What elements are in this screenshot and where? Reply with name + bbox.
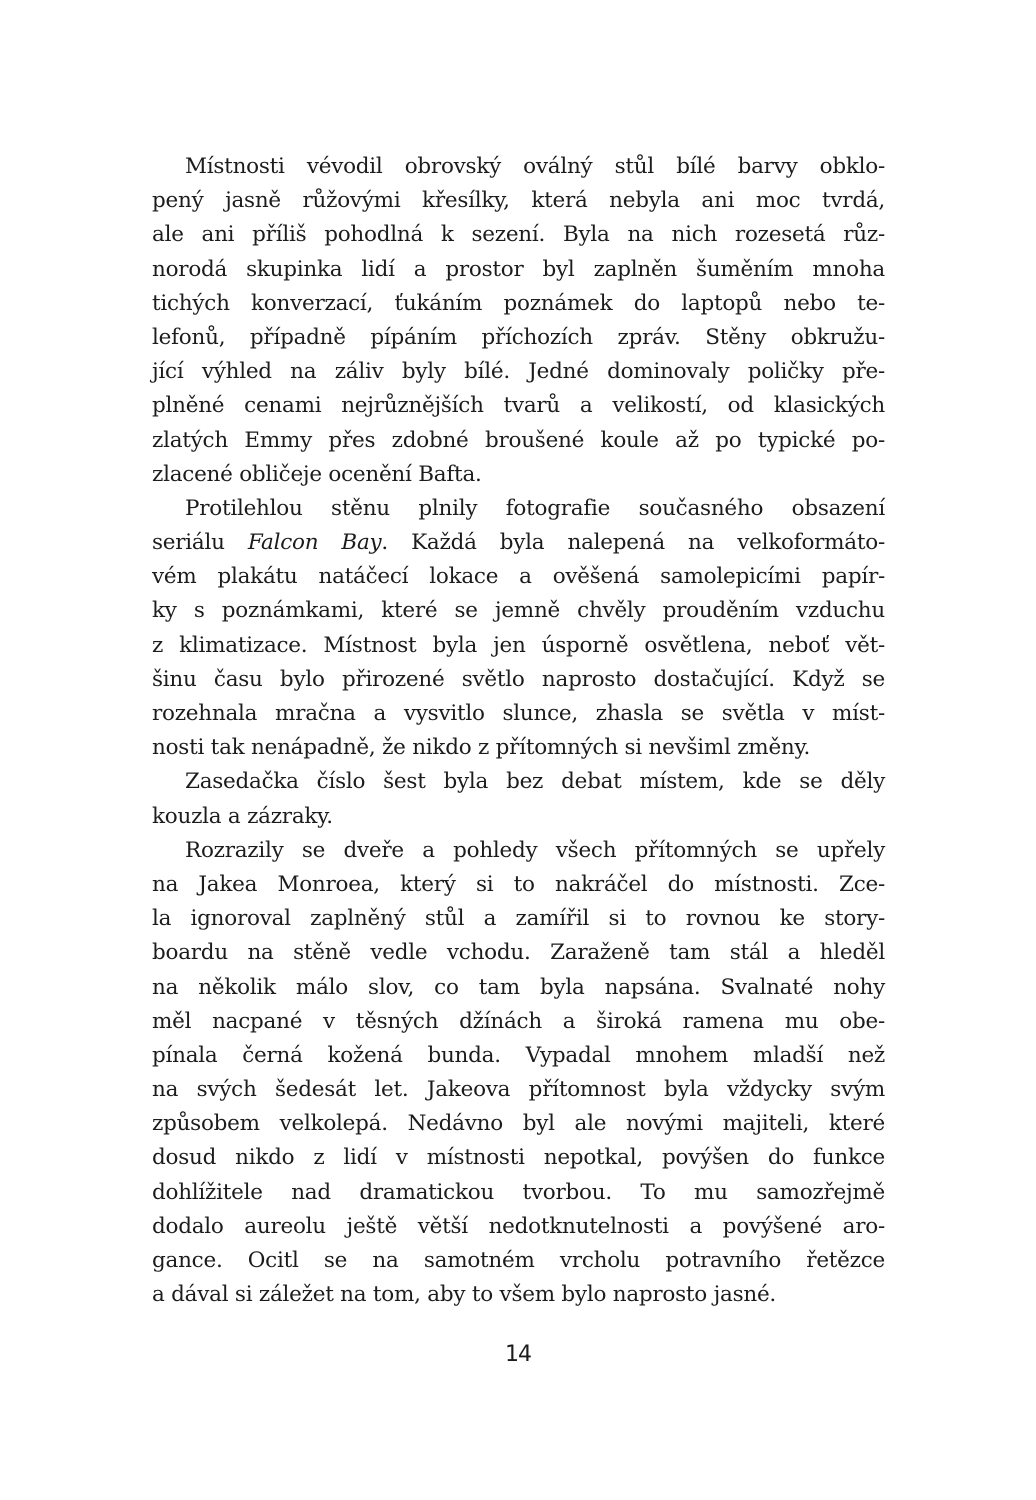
text-line: zlatých Emmy přes zdobné broušené koule až po typické po- xyxy=(152,427,885,453)
paragraph-1 xyxy=(152,150,885,492)
text-line: a dával si záležet na tom, aby to všem bylo naprosto jasné. xyxy=(152,1282,777,1308)
text-line: šinu času bylo přirozené světlo naprosto dostačující. Když se xyxy=(152,666,885,692)
text-line: tichých konverzací, ťukáním poznámek do laptopů nebo te- xyxy=(152,290,885,316)
paragraph-4 xyxy=(152,834,885,1313)
series-title: Falcon Bay xyxy=(247,530,382,556)
text-line: dosud nikdo z lidí v místnosti nepotkal, povýšen do funkce xyxy=(152,1145,885,1171)
text-span: seriálu xyxy=(152,530,248,556)
text-line-with-title xyxy=(152,526,885,560)
text-line: dodalo aureolu ještě větší nedotknutelnosti a povýšené aro- xyxy=(152,1213,885,1239)
text-line: z klimatizace. Místnost byla jen úsporně osvětlena, neboť vět- xyxy=(152,632,885,658)
body-text xyxy=(152,150,885,1312)
text-line: Rozrazily se dveře a pohledy všech přítomných se upřely xyxy=(185,837,885,863)
text-line: rozehnala mračna a vysvitlo slunce, zhasla se světla v míst- xyxy=(152,701,885,726)
text-line: Protilehlou stěnu plnily fotografie současného obsazení xyxy=(185,495,885,521)
text-line: způsobem velkolepá. Nedávno byl ale novými majiteli, které xyxy=(152,1111,885,1137)
text-line: měl nacpané v těsných džínách a široká ramena mu obe- xyxy=(152,1008,885,1034)
text-line: dohlížitele nad dramatickou tvorbou. To mu samozřejmě xyxy=(152,1179,885,1205)
text-line: ky s poznámkami, které se jemně chvěly prouděním vzduchu xyxy=(152,598,885,624)
text-line: pený jasně růžovými křesílky, která nebyla ani moc tvrdá, xyxy=(152,188,885,214)
text-line: norodá skupinka lidí a prostor byl zaplněn šuměním mnoha xyxy=(152,256,885,282)
text-line: vém plakátu natáčecí lokace a ověšená samolepicími papír- xyxy=(152,564,885,590)
text-line: na Jakea Monroea, který si to nakráčel do místnosti. Zce- xyxy=(152,871,885,897)
text-line: gance. Ocitl se na samotném vrcholu potravního řetězce xyxy=(152,1248,885,1273)
text-span: . Každá byla nalepená na velkoformáto- xyxy=(381,530,885,556)
page-number: 14 xyxy=(505,1342,531,1367)
text-line: la ignoroval zaplněný stůl a zamířil si to rovnou ke story- xyxy=(152,906,885,932)
paragraph-3 xyxy=(152,765,885,833)
paragraph-2 xyxy=(152,492,885,766)
text-line: Zasedačka číslo šest byla bez debat místem, kde se děly xyxy=(185,769,885,795)
text-line: plněné cenami nejrůznějších tvarů a velikostí, od klasických xyxy=(152,393,885,419)
text-line: jící výhled na záliv byly bílé. Jedné dominovaly poličky pře- xyxy=(152,359,885,385)
text-line: nosti tak nenápadně, že nikdo z přítomných si nevšiml změny. xyxy=(152,735,811,761)
text-line: Místnosti vévodil obrovský oválný stůl bílé barvy obklo- xyxy=(185,154,885,179)
text-line: na svých šedesát let. Jakeova přítomnost byla vždycky svým xyxy=(152,1077,885,1103)
text-line: kouzla a zázraky. xyxy=(152,803,333,829)
text-line: na několik málo slov, co tam byla napsána. Svalnaté nohy xyxy=(152,974,885,1000)
text-line: zlacené obličeje ocenění Bafta. xyxy=(152,461,482,487)
text-line: pínala černá kožená bunda. Vypadal mnohem mladší než xyxy=(152,1042,885,1068)
text-line: lefonů, případně pípáním příchozích zpráv. Stěny obkružu- xyxy=(152,324,885,350)
text-line: ale ani příliš pohodlná k sezení. Byla na nich rozesetá růz- xyxy=(152,222,885,248)
text-line: boardu na stěně vedle vchodu. Zaraženě tam stál a hleděl xyxy=(152,940,885,966)
